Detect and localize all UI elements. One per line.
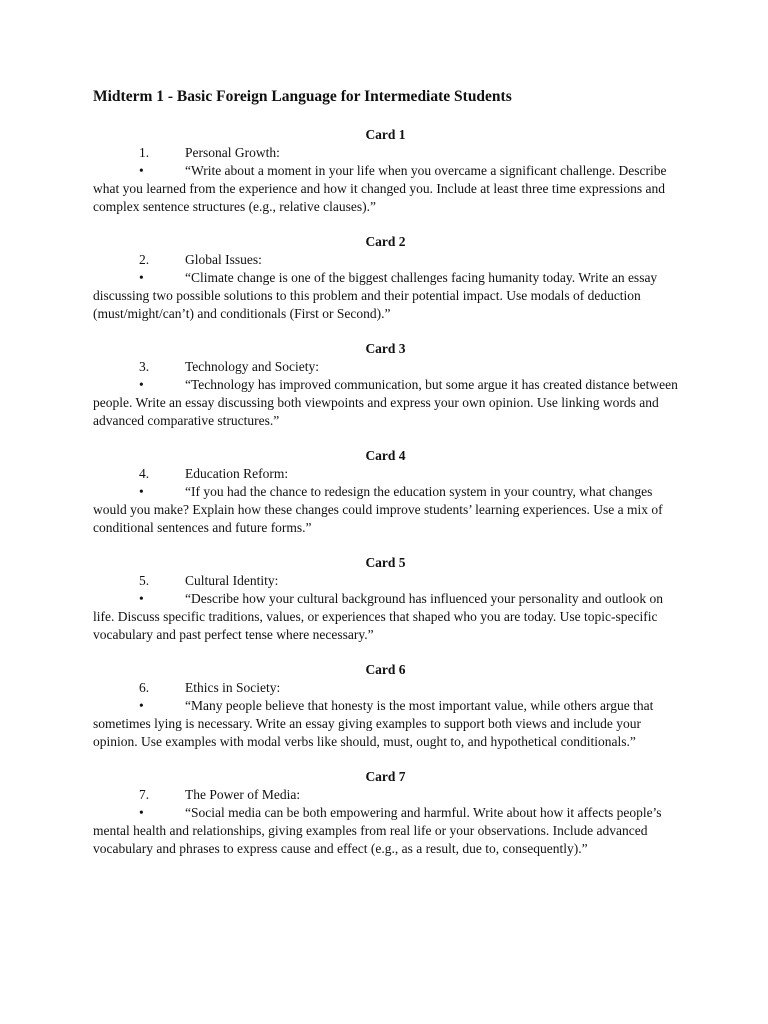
item-number: 6.: [139, 680, 150, 695]
bullet-icon: •: [139, 377, 144, 392]
numbered-item: [93, 465, 678, 483]
bullet-icon: •: [139, 805, 144, 820]
card-6: [93, 661, 678, 751]
card-prompt: [93, 162, 678, 216]
numbered-item: [93, 251, 678, 269]
card-3: [93, 340, 678, 430]
item-number: 3.: [139, 359, 150, 374]
bullet-icon: •: [139, 484, 144, 499]
card-heading: Card 2: [365, 234, 406, 249]
numbered-item: [93, 679, 678, 697]
card-prompt: [93, 697, 678, 751]
numbered-item: [93, 358, 678, 376]
item-topic: The Power of Media:: [185, 787, 301, 802]
card-2: [93, 233, 678, 323]
document-title: Midterm 1 - Basic Foreign Language for Intermediate Students: [93, 88, 512, 105]
card-5: [93, 554, 678, 644]
prompt-text: “Technology has improved communication, but some argue it has created distance between people. Write an essay discussing both viewpoints and express your own opinion. Use linking words and advanced comparative structures.”: [93, 377, 678, 428]
card-heading: Card 6: [365, 662, 406, 677]
prompt-text: “If you had the chance to redesign the education system in your country, what changes would you make? Explain how these changes could improve students’ learning experiences. Use a mix of conditional sentences and future forms.”: [93, 484, 663, 535]
card-heading: Card 1: [365, 127, 406, 142]
card-4: [93, 447, 678, 537]
bullet-icon: •: [139, 591, 144, 606]
card-prompt: [93, 269, 678, 323]
item-topic: Technology and Society:: [185, 359, 320, 374]
card-heading: Card 3: [365, 341, 406, 356]
numbered-item: [93, 572, 678, 590]
item-number: 2.: [139, 252, 150, 267]
card-heading: Card 4: [365, 448, 406, 463]
prompt-text: “Climate change is one of the biggest challenges facing humanity today. Write an essay discussing two possible solutions to this problem and their potential impact. Use modals of deduction (must/might/can’t) and conditionals (First or Second).”: [93, 270, 658, 321]
card-1: [93, 126, 678, 216]
bullet-icon: •: [139, 163, 144, 178]
item-topic: Global Issues:: [185, 252, 262, 267]
card-prompt: [93, 804, 678, 858]
card-prompt: [93, 376, 678, 430]
item-number: 1.: [139, 145, 150, 160]
numbered-item: [93, 786, 678, 804]
item-topic: Ethics in Society:: [185, 680, 281, 695]
item-number: 7.: [139, 787, 150, 802]
card-prompt: [93, 483, 678, 537]
card-heading: Card 5: [365, 555, 406, 570]
card-heading: Card 7: [365, 769, 406, 784]
card-prompt: [93, 590, 678, 644]
item-topic: Cultural Identity:: [185, 573, 279, 588]
item-topic: Education Reform:: [185, 466, 289, 481]
bullet-icon: •: [139, 698, 144, 713]
card-7: [93, 768, 678, 858]
document-page: [93, 86, 678, 875]
numbered-item: [93, 144, 678, 162]
bullet-icon: •: [139, 270, 144, 285]
prompt-text: “Many people believe that honesty is the most important value, while others argue that sometimes lying is necessary. Write an essay giving examples to support both views and include your opinion. Use examples with modal verbs like should, must, ought to, and hypothetical conditionals.”: [93, 698, 654, 749]
prompt-text: “Describe how your cultural background has influenced your personality and outlook on life. Discuss specific traditions, values, or experiences that shaped who you are today. Use topic-specific vocabulary and past perfect tense where necessary.”: [93, 591, 663, 642]
item-number: 4.: [139, 466, 150, 481]
item-topic: Personal Growth:: [185, 145, 280, 160]
item-number: 5.: [139, 573, 150, 588]
prompt-text: “Write about a moment in your life when you overcame a significant challenge. Describe what you learned from the experience and how it changed you. Include at least three time expressions and complex sentence structures (e.g., relative clauses).”: [93, 163, 667, 214]
prompt-text: “Social media can be both empowering and harmful. Write about how it affects people’s mental health and relationships, giving examples from real life or your observations. Include advanced vocabulary and phrases to express cause and effect (e.g., as a result, due to, consequently).”: [93, 805, 662, 856]
